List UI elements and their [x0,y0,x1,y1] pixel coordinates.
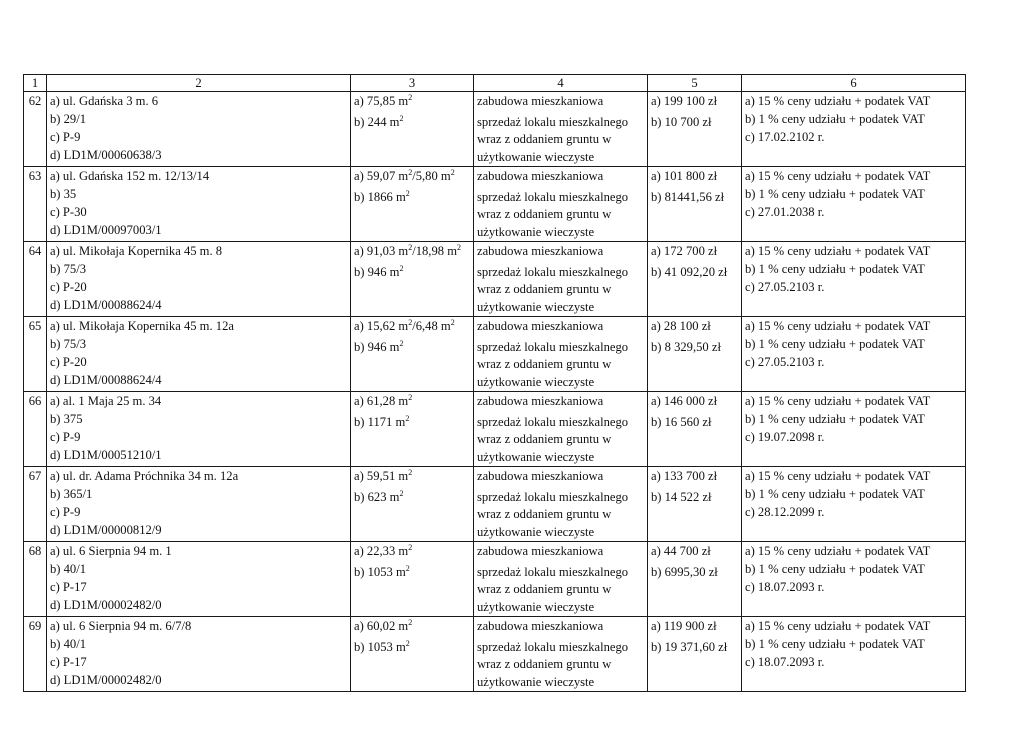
address-line: c) P-30 [50,205,87,219]
area-value: /6,48 m [412,319,451,333]
purpose-line: sprzedaż lokalu mieszkalnego [477,415,629,429]
area-cell [351,92,474,167]
purpose-cell [474,617,648,692]
area-value: b) 623 m [354,490,400,504]
purpose-line: wraz z oddaniem gruntu w [477,582,612,596]
fee-line: a) 15 % ceny udziału + podatek VAT [745,394,931,408]
area-value: /5,80 m [412,169,451,183]
area-value: b) 1053 m [354,640,406,654]
row-number-cell [24,167,47,242]
address-line: c) P-17 [50,580,87,594]
address-line: a) ul. Gdańska 3 m. 6 [50,94,159,108]
area-value: a) 60,02 m [354,619,409,633]
fees-cell [742,617,966,692]
purpose-line: wraz z oddaniem gruntu w [477,132,612,146]
address-cell [47,242,351,317]
purpose-line: wraz z oddaniem gruntu w [477,507,612,521]
fee-line: a) 15 % ceny udziału + podatek VAT [745,94,931,108]
price-line: b) 81441,56 zł [651,190,725,204]
row-number-cell [24,317,47,392]
superscript-exponent: 2 [408,543,413,552]
price-line: a) 44 700 zł [651,544,711,558]
fee-line: a) 15 % ceny udziału + podatek VAT [745,319,931,333]
address-line: b) 40/1 [50,562,87,576]
purpose-line: zabudowa mieszkaniowa [477,469,604,483]
row-number: 67 [28,469,42,483]
address-line: b) 75/3 [50,337,87,351]
table-row [24,467,966,542]
table-row [24,392,966,467]
purpose-line: użytkowanie wieczyste [477,525,595,539]
row-number-cell [24,242,47,317]
address-line: c) P-20 [50,280,87,294]
fee-line: c) 18.07.2093 r. [745,655,825,669]
fee-line: b) 1 % ceny udziału + podatek VAT [745,337,925,351]
area-cell [351,542,474,617]
fees-cell [742,467,966,542]
fee-line: a) 15 % ceny udziału + podatek VAT [745,544,931,558]
purpose-line: użytkowanie wieczyste [477,600,595,614]
price-cell [648,167,742,242]
price-line: a) 101 800 zł [651,169,718,183]
address-line: d) LD1M/00002482/0 [50,598,162,612]
fees-cell [742,542,966,617]
purpose-line: sprzedaż lokalu mieszkalnego [477,340,629,354]
fee-line: c) 27.05.2103 r. [745,355,825,369]
purpose-line: sprzedaż lokalu mieszkalnego [477,265,629,279]
address-cell [47,167,351,242]
address-line: c) P-20 [50,355,87,369]
area-value: a) 91,03 m [354,244,409,258]
purpose-line: zabudowa mieszkaniowa [477,544,604,558]
superscript-exponent: 2 [408,393,413,402]
purpose-cell [474,92,648,167]
address-line: b) 75/3 [50,262,87,276]
purpose-cell [474,242,648,317]
area-value: a) 61,28 m [354,394,409,408]
area-line [354,413,473,430]
superscript-exponent: 2 [405,564,410,573]
area-value: b) 1053 m [354,565,406,579]
area-value: b) 244 m [354,115,400,129]
price-line: a) 199 100 zł [651,94,718,108]
superscript-exponent: 2 [408,243,413,252]
area-line [354,542,473,560]
price-cell [648,617,742,692]
area-line [354,638,473,655]
superscript-exponent: 2 [405,639,410,648]
address-line: d) LD1M/00000812/9 [50,523,162,537]
price-cell [648,542,742,617]
price-line: b) 14 522 zł [651,490,712,504]
address-line: d) LD1M/00097003/1 [50,223,162,237]
superscript-exponent: 2 [405,414,410,423]
address-line: d) LD1M/00088624/4 [50,298,162,312]
table-row [24,167,966,242]
fees-cell [742,317,966,392]
area-line [354,617,473,635]
address-cell [47,92,351,167]
fee-line: b) 1 % ceny udziału + podatek VAT [745,487,925,501]
superscript-exponent: 2 [450,318,455,327]
address-cell [47,542,351,617]
purpose-line: sprzedaż lokalu mieszkalnego [477,565,629,579]
area-value: a) 59,07 m [354,169,409,183]
address-line: d) LD1M/00051210/1 [50,448,162,462]
fee-line: a) 15 % ceny udziału + podatek VAT [745,469,931,483]
superscript-exponent: 2 [408,168,413,177]
table-row [24,542,966,617]
purpose-line: zabudowa mieszkaniowa [477,94,604,108]
area-line [354,467,473,485]
address-line: c) P-9 [50,130,81,144]
area-line [354,263,473,280]
area-line [354,188,473,205]
area-line [354,563,473,580]
column-header: 2 [47,75,351,92]
column-header: 6 [742,75,966,92]
fee-line: c) 28.12.2099 r. [745,505,825,519]
fee-line: b) 1 % ceny udziału + podatek VAT [745,412,925,426]
superscript-exponent: 2 [399,489,404,498]
price-line: b) 6995,30 zł [651,565,718,579]
address-line: a) al. 1 Maja 25 m. 34 [50,394,162,408]
address-cell [47,617,351,692]
address-line: b) 375 [50,412,83,426]
superscript-exponent: 2 [405,189,410,198]
purpose-cell [474,392,648,467]
price-line: a) 119 900 zł [651,619,717,633]
area-cell [351,242,474,317]
table-row [24,242,966,317]
purpose-line: wraz z oddaniem gruntu w [477,207,612,221]
fees-cell [742,92,966,167]
area-line [354,167,473,185]
row-number: 62 [28,94,42,108]
address-line: a) ul. 6 Sierpnia 94 m. 1 [50,544,172,558]
area-cell [351,317,474,392]
row-number: 69 [28,619,42,633]
table-row [24,617,966,692]
fee-line: a) 15 % ceny udziału + podatek VAT [745,619,931,633]
price-line: a) 28 100 zł [651,319,711,333]
fee-line: b) 1 % ceny udziału + podatek VAT [745,187,925,201]
area-line [354,242,473,260]
area-value: b) 946 m [354,340,400,354]
table-row [24,92,966,167]
area-cell [351,167,474,242]
row-number: 63 [28,169,42,183]
price-line: b) 10 700 zł [651,115,712,129]
address-line: a) ul. 6 Sierpnia 94 m. 6/7/8 [50,619,192,633]
address-line: c) P-17 [50,655,87,669]
property-table [23,74,966,692]
superscript-exponent: 2 [450,168,455,177]
area-value: b) 1171 m [354,415,406,429]
area-line [354,488,473,505]
fee-line: b) 1 % ceny udziału + podatek VAT [745,262,925,276]
address-line: b) 35 [50,187,77,201]
price-cell [648,317,742,392]
price-line: b) 41 092,20 zł [651,265,728,279]
area-line [354,392,473,410]
area-value: b) 1866 m [354,190,406,204]
purpose-line: zabudowa mieszkaniowa [477,619,604,633]
purpose-cell [474,317,648,392]
fees-cell [742,242,966,317]
purpose-line: użytkowanie wieczyste [477,450,595,464]
fee-line: a) 15 % ceny udziału + podatek VAT [745,169,931,183]
area-line [354,113,473,130]
superscript-exponent: 2 [399,339,404,348]
purpose-cell [474,467,648,542]
purpose-line: wraz z oddaniem gruntu w [477,357,612,371]
superscript-exponent: 2 [408,93,413,102]
purpose-line: sprzedaż lokalu mieszkalnego [477,640,629,654]
address-line: a) ul. Mikołaja Kopernika 45 m. 12a [50,319,234,333]
purpose-cell [474,542,648,617]
area-value: b) 946 m [354,265,400,279]
address-line: c) P-9 [50,430,81,444]
fee-line: b) 1 % ceny udziału + podatek VAT [745,562,925,576]
area-cell [351,617,474,692]
row-number-cell [24,617,47,692]
row-number: 68 [28,544,42,558]
row-number-cell [24,92,47,167]
column-header: 3 [351,75,474,92]
area-value: /18,98 m [412,244,457,258]
purpose-line: wraz z oddaniem gruntu w [477,282,612,296]
area-cell [351,392,474,467]
price-cell [648,467,742,542]
purpose-line: użytkowanie wieczyste [477,300,595,314]
area-value: a) 59,51 m [354,469,409,483]
area-line [354,317,473,335]
row-number-cell [24,542,47,617]
column-header: 5 [648,75,742,92]
purpose-line: użytkowanie wieczyste [477,225,595,239]
purpose-line: zabudowa mieszkaniowa [477,169,604,183]
fee-line: c) 18.07.2093 r. [745,580,825,594]
purpose-line: użytkowanie wieczyste [477,375,595,389]
area-line [354,338,473,355]
purpose-line: sprzedaż lokalu mieszkalnego [477,490,629,504]
superscript-exponent: 2 [399,264,404,273]
address-line: d) LD1M/00002482/0 [50,673,162,687]
header-row [24,75,966,92]
row-number: 66 [28,394,42,408]
address-line: d) LD1M/00060638/3 [50,148,162,162]
fee-line: c) 19.07.2098 r. [745,430,825,444]
purpose-line: użytkowanie wieczyste [477,150,595,164]
address-cell [47,392,351,467]
area-value: a) 22,33 m [354,544,409,558]
price-cell [648,392,742,467]
price-line: b) 19 371,60 zł [651,640,728,654]
price-line: a) 172 700 zł [651,244,718,258]
address-cell [47,317,351,392]
address-line: b) 29/1 [50,112,87,126]
row-number-cell [24,392,47,467]
fee-line: c) 27.05.2103 r. [745,280,825,294]
price-cell [648,92,742,167]
purpose-line: wraz z oddaniem gruntu w [477,432,612,446]
purpose-line: wraz z oddaniem gruntu w [477,657,612,671]
price-line: a) 146 000 zł [651,394,718,408]
superscript-exponent: 2 [457,243,461,252]
price-line: b) 16 560 zł [651,415,712,429]
address-line: a) ul. dr. Adama Próchnika 34 m. 12a [50,469,239,483]
column-header: 4 [474,75,648,92]
superscript-exponent: 2 [408,468,413,477]
address-line: c) P-9 [50,505,81,519]
fee-line: b) 1 % ceny udziału + podatek VAT [745,112,925,126]
row-number: 64 [28,244,42,258]
fee-line: b) 1 % ceny udziału + podatek VAT [745,637,925,651]
address-line: a) ul. Mikołaja Kopernika 45 m. 8 [50,244,223,258]
superscript-exponent: 2 [408,618,413,627]
price-line: b) 8 329,50 zł [651,340,721,354]
fee-line: c) 27.01.2038 r. [745,205,825,219]
area-value: a) 15,62 m [354,319,409,333]
purpose-line: sprzedaż lokalu mieszkalnego [477,190,629,204]
price-line: a) 133 700 zł [651,469,718,483]
column-header: 1 [24,75,47,92]
address-line: b) 40/1 [50,637,87,651]
area-value: a) 75,85 m [354,94,409,108]
purpose-line: zabudowa mieszkaniowa [477,394,604,408]
row-number-cell [24,467,47,542]
address-line: a) ul. Gdańska 152 m. 12/13/14 [50,169,210,183]
purpose-line: zabudowa mieszkaniowa [477,244,604,258]
area-cell [351,467,474,542]
purpose-line: sprzedaż lokalu mieszkalnego [477,115,629,129]
address-line: d) LD1M/00088624/4 [50,373,162,387]
row-number: 65 [28,319,42,333]
superscript-exponent: 2 [399,114,404,123]
fee-line: a) 15 % ceny udziału + podatek VAT [745,244,931,258]
purpose-line: zabudowa mieszkaniowa [477,319,604,333]
table-row [24,317,966,392]
fee-line: c) 17.02.2102 r. [745,130,825,144]
address-line: b) 365/1 [50,487,93,501]
area-line [354,92,473,110]
address-cell [47,467,351,542]
purpose-cell [474,167,648,242]
fees-cell [742,167,966,242]
price-cell [648,242,742,317]
purpose-line: użytkowanie wieczyste [477,675,595,689]
fees-cell [742,392,966,467]
superscript-exponent: 2 [408,318,413,327]
